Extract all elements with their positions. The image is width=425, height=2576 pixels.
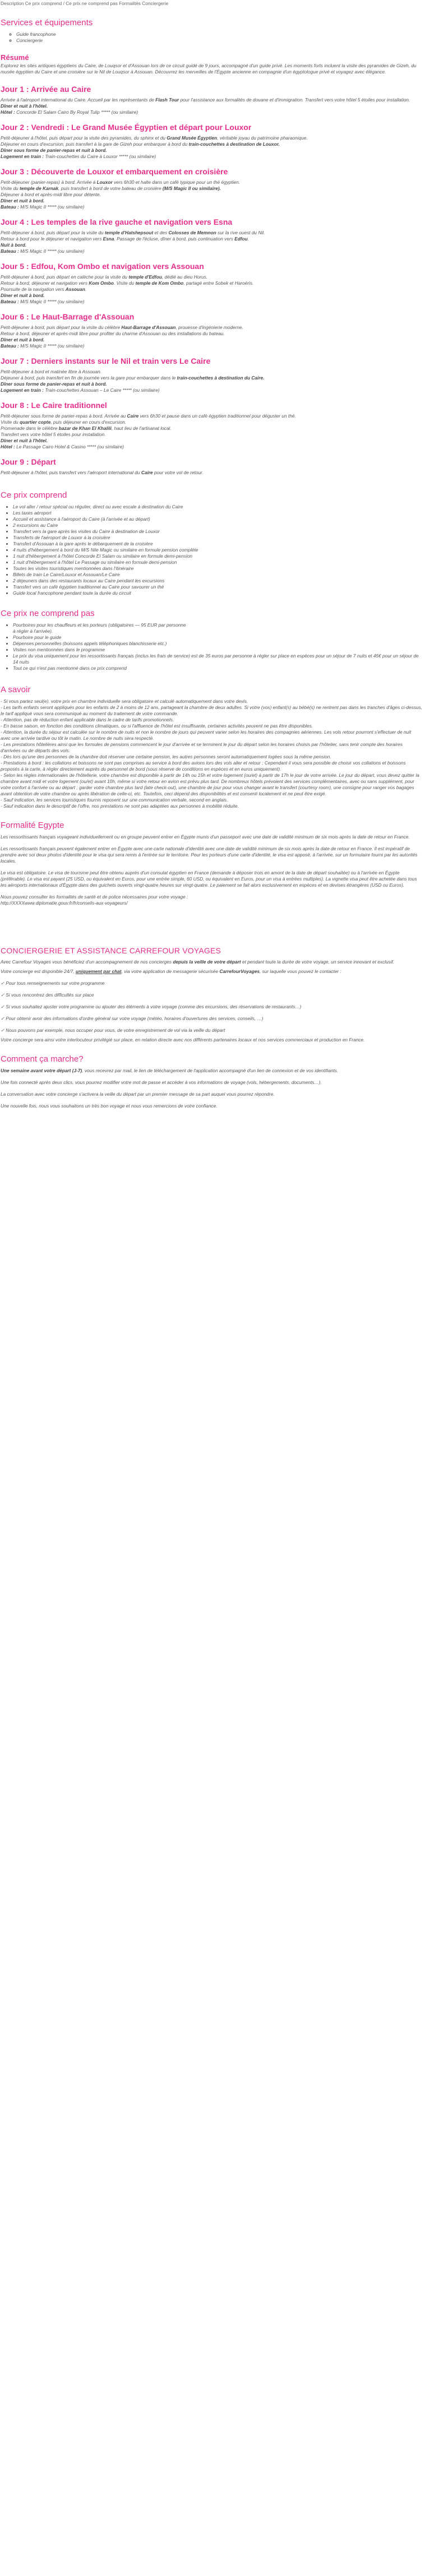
- day-line: [1, 413, 422, 419]
- included-item: • 1 nuit d'hébergement à l'hôtel Concorde El Salam ou similaire en formule demi-pension: [13, 553, 422, 559]
- day-title: Jour 3 : Découverte de Louxor et embarquement en croisière: [1, 167, 228, 176]
- text: vers 6h30 et pause dans un café égyptien traditionnel pour déguster un thé.: [138, 413, 296, 419]
- text: Déjeuner à bord et après-midi libre pour détente.: [1, 192, 101, 197]
- text: Avec Carrefour Voyages vous bénéficiez d'un accompagnement de nos concierges: [1, 959, 173, 965]
- bold-text: Bateau :: [1, 343, 19, 349]
- day-block: [1, 84, 422, 115]
- bold-text: Flash Tour: [155, 97, 179, 103]
- text: Petit-déjeuner à l'hôtel, puis départ pour la visite des pyramides, du sphinx et du: [1, 135, 167, 141]
- bold-text: Haut-Barrage d'Assouan: [121, 325, 176, 330]
- text: Retour à bord pour le déjeuner et navigation vers: [1, 236, 103, 242]
- text: Petit-déjeuner à bord et matinée libre à Assouan.: [1, 369, 102, 374]
- text: Votre concierge est disponible 24/7,: [1, 969, 76, 974]
- excluded-item: • Pourboires pour les chauffeurs et les porteurs (obligatoires — 95 EUR par personne: [13, 622, 422, 628]
- formalites-link[interactable]: http://XXXXwww.diplomatie.gouv.fr/fr/conseils-aux-voyageurs/: [1, 900, 128, 906]
- bold-text: temple de Kom Ombo: [135, 280, 184, 286]
- avoir-title: A savoir: [1, 685, 31, 694]
- included-item: • 4 nuits d'hébergement à bord du M/S Nile Magic ou similaire en formule pension complète: [13, 547, 422, 553]
- text: M/S Magic II ***** (ou similaire): [19, 204, 85, 210]
- bold-text: Grand Musée Égyptien: [167, 135, 218, 141]
- bold-text: Hôtel :: [1, 109, 15, 115]
- conciergerie-intro2: [1, 969, 422, 975]
- bold-text: Dîner sous forme de panier-repas et nuit à bord.: [1, 147, 107, 153]
- day-line: [1, 444, 422, 450]
- included-item: • Les taxes aéroport: [13, 510, 422, 516]
- day-block: [1, 356, 422, 393]
- services-item: ◦ Guide francophone: [16, 31, 422, 38]
- conciergerie-item: ✓ Pour tous renseignements sur votre programme: [1, 980, 105, 986]
- text: Train-couchettes Assouan – Le Caire ***** (ou similaire): [43, 387, 160, 393]
- formalites-paragraph: Les ressortissants français peuvent également entrer en Égypte avec une carte nationale d'identité avec une date de validité minimum de six mois après la date de retour en France. Il est impératif de prendre avec soi deux photos d'identité pour le visa qui sera remis à l'entrée sur le territoire. Pour les porteurs d'une carte d'identité, le visa est apposé, à l'arrivée, sur un formulaire fourni par les autorités locales.: [1, 846, 418, 864]
- formalites-paragraph: Les ressortissants français voyageant individuellement ou en groupe peuvent entrer en Égypte munis d'un passeport avec une date de validité minimum de six mois après la date de retour en France.: [1, 834, 410, 840]
- included-title: Ce prix comprend: [1, 490, 67, 500]
- text: , dédié au dieu Horus.: [161, 274, 208, 280]
- included-item: • Accueil et assistance à l'aéroport du Caire (à l'arrivée et au départ): [13, 516, 422, 522]
- avoir-text: [1, 698, 422, 809]
- text: . Passage de l'écluse, dîner à bord, puis continuation vers: [114, 236, 235, 242]
- how-paragraph: [1, 1103, 422, 1109]
- day-title: Jour 8 : Le Caire traditionnel: [1, 401, 107, 410]
- avoir-paragraph: - En basse saison, en fonction des conditions climatiques, ou si l'affluence de l'hôtel est insuffisante, certaines activités peuvent ne pas être disponibles.: [1, 723, 313, 729]
- day-line: [1, 198, 422, 204]
- day-block: [1, 261, 422, 305]
- included-item: • Transfert vers la gare après les visites du Caire à destination de Louxor: [13, 529, 422, 535]
- formalites-text: [1, 834, 422, 906]
- text: et pendant toute la durée de votre voyage, un service innovant et exclusif.: [241, 959, 395, 965]
- formalites-title: Formalité Egypte: [1, 821, 64, 830]
- bold-text: CarrefourVoyages: [219, 969, 260, 974]
- text: Retour à bord, déjeuner et après-midi libre pour profiter du charme d'Assouan ou des installations du bateau.: [1, 331, 225, 336]
- included-item: • Toutes les visites touristiques mentionnées dans l'itinéraire: [13, 566, 422, 572]
- day-block: [1, 312, 422, 349]
- text: , sur laquelle vous pouvez le contacter :: [259, 969, 341, 974]
- text: Petit-déjeuner (panier-repas) à bord. Arrivée à: [1, 179, 97, 185]
- text: Déjeuner à bord, puis transfert en fin de journée vers la gare pour embarquer dans le: [1, 375, 177, 381]
- text: , vous recevrez par mail, le lien de téléchargement de l'application accompagné d'un lien de connexion et de vos identifiants.: [82, 1068, 339, 1073]
- day-title: Jour 6 : Le Haut-Barrage d'Assouan: [1, 312, 135, 321]
- text: , via votre application de messagerie sécurisée: [121, 969, 220, 974]
- bold-text: Dîner et nuit à bord.: [1, 198, 45, 203]
- formalites-paragraph: Nous pouvez consulter les formalités de santé et de police nécessaires pour votre voyage :: [1, 894, 188, 900]
- bold-text: Caire: [141, 470, 153, 475]
- text: , puis transfert à bord de votre bateau de croisière: [58, 186, 163, 191]
- avoir-paragraph: - Si vous partez seul(e), votre prix en chambre individuelle sera obligatoire et calculé automatiquement dans votre devis.: [1, 698, 248, 704]
- day-title: Jour 5 : Edfou, Kom Ombo et navigation vers Assouan: [1, 262, 204, 271]
- included-list: [1, 504, 422, 596]
- avoir-paragraph: - Dès lors qu'une des personnes de la chambre doit réserver une certaine pension, les autres personnes seront automatiquement logées sous la même pension.: [1, 754, 331, 759]
- text: Transfert vers votre hôtel 5 étoiles pour installation.: [1, 432, 106, 437]
- itinerary: [1, 84, 422, 476]
- included-item: • 2 excursions au Caire: [13, 522, 422, 529]
- day-block: [1, 457, 422, 476]
- services-item: ◦ Conciergerie: [16, 38, 422, 44]
- text: , prouesse d'ingénierie moderne.: [175, 325, 243, 330]
- bold-text: (M/S Magic II ou similaire).: [163, 186, 221, 191]
- day-title: Jour 9 : Départ: [1, 457, 56, 466]
- bold-text: Caire: [127, 413, 139, 419]
- text: Poursuite de la navigation vers: [1, 286, 66, 292]
- bold-text: Dîner et nuit à l'hôtel.: [1, 438, 48, 443]
- day-line: [1, 230, 422, 236]
- day-line: [1, 192, 422, 198]
- underlined-text: uniquement par chat: [75, 969, 122, 974]
- day-block: [1, 122, 422, 160]
- excluded-item: • Le prix du visa uniquement pour les ressortissants français (inclus les frais de service) est de 35 euros par personne à régler sur place en espèces pour un séjour de 7 nuits et 45€ pour un séjour de 14 nuits: [13, 653, 422, 665]
- text: , puis déjeuner en cours d'excursion.: [50, 419, 127, 425]
- text: Une fois connecté après deux clics, vous pourrez modifier votre mot de passe et accéder à vos informations de voyage (vols, hébergements, documents…).: [1, 1079, 322, 1085]
- avoir-paragraph: - Les prestations hôtelières ainsi que les formules de pensions commencent le jour d'arrivée et se terminent le jour du départ selon les horaires choisis par l'hôtelier, sans tenir compte des horaires d'arrivées ou de départs des vols.: [1, 742, 403, 753]
- text: . Visite du: [114, 280, 136, 286]
- bold-text: Une semaine avant votre départ (J-7): [1, 1068, 82, 1073]
- day-line: [1, 438, 422, 444]
- excluded-item: • Pourboire pour le guide: [13, 634, 422, 641]
- day-line: [1, 236, 422, 242]
- avoir-paragraph: - Sauf indication, les services touristiques fournis reposent sur une communication verbale, second en anglais.: [1, 797, 228, 803]
- day-line: [1, 470, 422, 476]
- bold-text: Hôtel :: [1, 444, 15, 450]
- how-paragraph: [1, 1091, 422, 1097]
- text: Arrivée à l'aéroport international du Caire. Accueil par les représentants de: [1, 97, 156, 103]
- avoir-paragraph: - Sauf indication dans le descriptif de l'offre, nos prestations ne sont pas adaptées aux personnes à mobilité réduite.: [1, 803, 239, 809]
- conciergerie-item: ✓ Si vous souhaitez ajuster votre programme ou ajouter des éléments à votre voyage (comme des excursions, des réservations de restaurants…): [1, 1004, 302, 1009]
- text: Visite du: [1, 186, 20, 191]
- day-line: [1, 109, 422, 115]
- bold-text: Assouan: [65, 286, 85, 292]
- included-item: • 2 déjeuners dans des restaurants locaux au Caire pendant les excursions: [13, 578, 422, 584]
- day-line: [1, 135, 422, 141]
- day-line: [1, 242, 422, 248]
- how-text: [1, 1068, 422, 1109]
- bold-text: Logement en train :: [1, 387, 44, 393]
- day-line: [1, 248, 422, 254]
- day-line: [1, 186, 422, 192]
- bold-text: Louxor: [96, 179, 113, 185]
- text: La conversation avec votre concierge s'activera la veille du départ par un premier message de sa part auquel vous pourrez répondre.: [1, 1091, 275, 1097]
- excluded-title: Ce prix ne comprend pas: [1, 609, 95, 618]
- day-title: Jour 7 : Derniers instants sur le Nil et train vers Le Caire: [1, 356, 211, 365]
- text: M/S Magic II ***** (ou similaire): [19, 343, 85, 349]
- avoir-paragraph: - Attention, la durée du séjour est calculée sur le nombre de nuits et non le nombre de jours qui peuvent varier selon les horaires des compagnies aériennes. Les vols retour pourront s'effectuer de nuit avec une arrivée tardive ou tôt le matin. Le nombre de nuits sera respecté.: [1, 729, 412, 741]
- conciergerie-outro: Votre concierge sera ainsi votre interlocuteur privilégié sur place, en relation directe avec nos différents partenaires locaux et nos services commerciaux et production en France.: [1, 1037, 365, 1043]
- day-line: [1, 387, 422, 393]
- how-paragraph: [1, 1068, 422, 1074]
- day-line: [1, 337, 422, 343]
- bold-text: Kom Ombo: [89, 280, 114, 286]
- services-title: Services et équipements: [1, 18, 93, 27]
- text: Concorde El Salam Cairo By Royal Tulip ***** (ou similaire): [15, 109, 138, 115]
- how-title: Comment ça marche?: [1, 1054, 84, 1064]
- avoir-paragraph: - Les tarifs enfants seront appliqués pour les enfants de 2 à moins de 12 ans, partageant la chambre de deux adultes. Si votre (vos) enfant(s) au bébé(s) ne rentrent pas dans les tranches d'âges ci-dessus, le tarif appliqué vous sera communiqué au moment du traitement de votre commande.: [1, 705, 422, 716]
- text: , partagé entre Sobek et Haroéris.: [183, 280, 254, 286]
- day-line: [1, 154, 422, 160]
- bold-text: Colosses de Memnon: [168, 230, 216, 235]
- day-line: [1, 293, 422, 299]
- day-title: Jour 1 : Arrivée au Caire: [1, 85, 91, 94]
- text: sur la rive ouest du Nil.: [216, 230, 265, 235]
- bold-text: temple de Karnak: [19, 186, 59, 191]
- text: Petit-déjeuner à bord, puis départ pour la visite du: [1, 230, 105, 235]
- day-line: [1, 141, 422, 147]
- day-title: Jour 4 : Les temples de la rive gauche et navigation vers Esna: [1, 217, 233, 226]
- resume-title: Résumé: [1, 53, 29, 62]
- day-block: [1, 400, 422, 450]
- included-item: • Transferts de l'aéroport de Louxor à la croisière: [13, 535, 422, 541]
- day-line: [1, 419, 422, 425]
- bold-text: train-couchettes à destination du Caire.: [177, 375, 265, 381]
- text: Une nouvelle fois, nous vous souhaitons un très bon voyage et nous vous remercions de votre confiance.: [1, 1103, 218, 1109]
- day-title: Jour 2 : Vendredi : Le Grand Musée Égyptien et départ pour Louxor: [1, 123, 252, 132]
- bold-text: Bateau :: [1, 299, 19, 304]
- day-line: [1, 432, 422, 438]
- day-line: [1, 299, 422, 305]
- text: pour votre vol de retour.: [153, 470, 204, 475]
- text: , véritable joyau du patrimoine pharaonique.: [217, 135, 308, 141]
- day-line: [1, 274, 422, 280]
- excluded-item: • Visites non mentionnées dans le programme: [13, 647, 422, 653]
- text: Retour à bord, déjeuner et navigation vers: [1, 280, 89, 286]
- avoir-paragraph: - Attention, pas de réduction enfant applicable dans le cadre de tarifs promotionnels.: [1, 717, 174, 722]
- day-line: [1, 331, 422, 337]
- conciergerie-item: ✓ Si vous rencontrez des difficultés sur place: [1, 992, 94, 998]
- day-line: [1, 147, 422, 154]
- text: Petit-déjeuner à bord, puis départ pour la visite du célèbre: [1, 325, 122, 330]
- conciergerie-intro: [1, 959, 422, 965]
- excluded-item: • Tout ce qui n'est pas mentionné dans ce prix comprend: [13, 665, 422, 671]
- bold-text: Logement en train :: [1, 154, 44, 159]
- text: , haut lieu de l'artisanat local.: [111, 425, 172, 431]
- conciergerie-item: ✓ Pour obtenir avoir des informations d'ordre général sur votre voyage (météo, horaires d'ouvertures des services, conseils, …): [1, 1016, 264, 1021]
- text: Promenade dans le célèbre: [1, 425, 59, 431]
- conciergerie-list: [1, 975, 422, 1034]
- day-line: [1, 325, 422, 331]
- conciergerie-title: CONCIERGERIE ET ASSISTANCE CARREFOUR VOYAGES: [1, 946, 221, 955]
- text: Petit-déjeuner sous forme de panier-repas à bord. Arrivée au: [1, 413, 127, 419]
- included-item: • 1 nuit d'hébergement à l'hôtel Le Passage ou similaire en formule demi-pension: [13, 559, 422, 566]
- day-line: [1, 425, 422, 432]
- day-line: [1, 375, 422, 381]
- text: Petit-déjeuner à bord, puis départ en calèche pour la visite du: [1, 274, 129, 280]
- bold-text: quartier copte: [19, 419, 51, 425]
- bold-text: Esna: [103, 236, 114, 242]
- included-item: • Transfert vers un café égyptien traditionnel au Caire pour savourer un thé: [13, 584, 422, 590]
- bold-text: train-couchettes à destination de Louxor.: [188, 141, 280, 147]
- bold-text: temple d'Edfou: [128, 274, 162, 280]
- services-list: [1, 31, 422, 44]
- bold-text: bazar de Khan El Khalili: [58, 425, 112, 431]
- day-line: [1, 97, 422, 103]
- day-line: [1, 280, 422, 286]
- excluded-list: [1, 622, 422, 671]
- text: Déjeuner en cours d'excursion, puis transfert à la gare de Gizeh pour embarquer à bord du: [1, 141, 189, 147]
- day-line: [1, 204, 422, 210]
- avoir-paragraph: - Prestations à bord : les collations et boissons ne sont pas comprises au service à bord des avions lors des vols aller et retour ; Cependant il vous sera possible de choisir vos collations et boissons proposés à la carte, à régler directement auprès du personnel de bord (sous réserve de conditions en espèces et en euros uniquement).: [1, 760, 406, 772]
- excluded-item: • Dépenses personnelles (boissons appels téléphoniques blanchisserie etc.): [13, 641, 422, 647]
- day-line: [1, 369, 422, 375]
- day-line: [1, 286, 422, 293]
- included-item: • Guide local francophone pendant toute la durée du circuit: [13, 590, 422, 596]
- text: Visite du: [1, 419, 20, 425]
- text: Petit-déjeuner à l'hôtel, puis transfert vers l'aéroport international du: [1, 470, 141, 475]
- bold-text: Nuit à bord.: [1, 242, 27, 248]
- conciergerie-item: ✓ Nous pouvons par exemple, nous occuper pour vous, de votre enregistrement de vol via la veille du départ: [1, 1027, 225, 1033]
- breadcrumb[interactable]: Description Ce prix comprend / Ce prix ne comprend pas Formalités Conciergerie: [1, 1, 169, 6]
- day-line: [1, 381, 422, 387]
- text: M/S Magic II ***** (ou similaire): [19, 299, 85, 304]
- included-item: • Billets de train Le Caire/Louxor et Assouan/Le Caire: [13, 572, 422, 578]
- day-block: [1, 217, 422, 254]
- day-line: [1, 103, 422, 109]
- day-line: [1, 179, 422, 186]
- day-line: [1, 343, 422, 349]
- formalites-paragraph: Le visa est obligatoire. Le visa de tourisme peut être obtenu auprès d'un consulat égyptien en France (demande à déposer trois en amont de la date de départ souhaitée) ou à l'arrivée en Égypte (préférable). Le visa est payant (25 USD, ou équivalent en Euros, pour une entrée simple, 60 USD, ou équivalent en Euros, pour un visa à entrées multiples). La vignette visa peut être achetée dans tous les aéroports internationaux d'Égypte dans des guichets ouverts vingt-quatre heures sur vingt-quatre. Le paiement se fait alors exclusivement en espèces et en devises étrangères (USD ou Euros).: [1, 870, 417, 888]
- bold-text: Edfou: [234, 236, 248, 242]
- page: [0, 0, 422, 1109]
- text: M/S Magic II ***** (ou similaire): [19, 248, 85, 254]
- bold-text: Dîner et nuit à l'hôtel.: [1, 103, 48, 109]
- text: .: [85, 286, 87, 292]
- bold-text: Dîner et nuit à bord.: [1, 293, 45, 298]
- text: vers 6h30 et halte dans un café typique pour un thé égyptien.: [112, 179, 241, 185]
- text: et des: [153, 230, 169, 235]
- bold-text: Dîner sous forme de panier-repas et nuit à bord.: [1, 381, 107, 387]
- included-item: • Transfert d'Assouan à la gare après le débarquement de la croisière: [13, 541, 422, 547]
- bold-text: Bateau :: [1, 204, 19, 210]
- bold-text: depuis la veille de votre départ: [173, 959, 241, 965]
- text: Train-couchettes du Caire à Louxor ***** (ou similaire): [43, 154, 156, 159]
- text: Le Passage Cairo Hotel & Casino ***** (ou similaire): [15, 444, 124, 450]
- excluded-item: à régler à l'arrivée).: [13, 628, 53, 634]
- avoir-paragraph: - Selon les règles internationales de l'hôtellerie, votre chambre est disponible à partir de 14h ou 15h et votre logement (ou/et) à partir de 17h le jour de votre arrivée. Le jour du départ, vous devez quitter la chambre avant midi et votre logement (ou/et) avant 10h, même si votre retour en avion est prévu plus tard. De nombreux hôtels prévoient des services complémentaires, avec ou sans supplément, pour votre confort à l'arrivée ou au départ ; garder votre chambre plus tard (late check-out), une chambre de jour pour vous changer avant le transfert (courtesy room), une consigne pour ranger vos bagages avant obtention de votre chambre ou après libération de celle-ci, etc. Toutefois, ceci dépend des disponibilités et est consenti localement et ne peut être exigé.: [1, 772, 419, 796]
- text: pour l'assistance aux formalités de douane et d'immigration. Transfert vers votre hôtel 5 étoiles pour installation.: [179, 97, 410, 103]
- text: .: [247, 236, 249, 242]
- day-block: [1, 166, 422, 210]
- how-paragraph: [1, 1079, 422, 1086]
- resume-text: Explorez les sites antiques égyptiens du Caire, de Louqsor et d'Assouan lors de ce circuit guidé de 9 jours, accompagné d'un guide privé. Les moments forts incluent la visite des pyramides de Gizeh, du musée égyptien du Caire et une croisière sur le Nil de Louqsor à Assouan. Découvrez les merveilles de l'Égypte ancienne en compagnie d'un égyptologue privé et voyagez avec élégance.: [1, 63, 417, 75]
- bold-text: Bateau :: [1, 248, 19, 254]
- bold-text: Dîner et nuit à bord.: [1, 337, 45, 342]
- bold-text: temple d'Hatshepsout: [104, 230, 154, 235]
- included-item: • Le vol aller / retour spécial ou régulier, direct ou avec escale à destination du Caire: [13, 504, 422, 510]
